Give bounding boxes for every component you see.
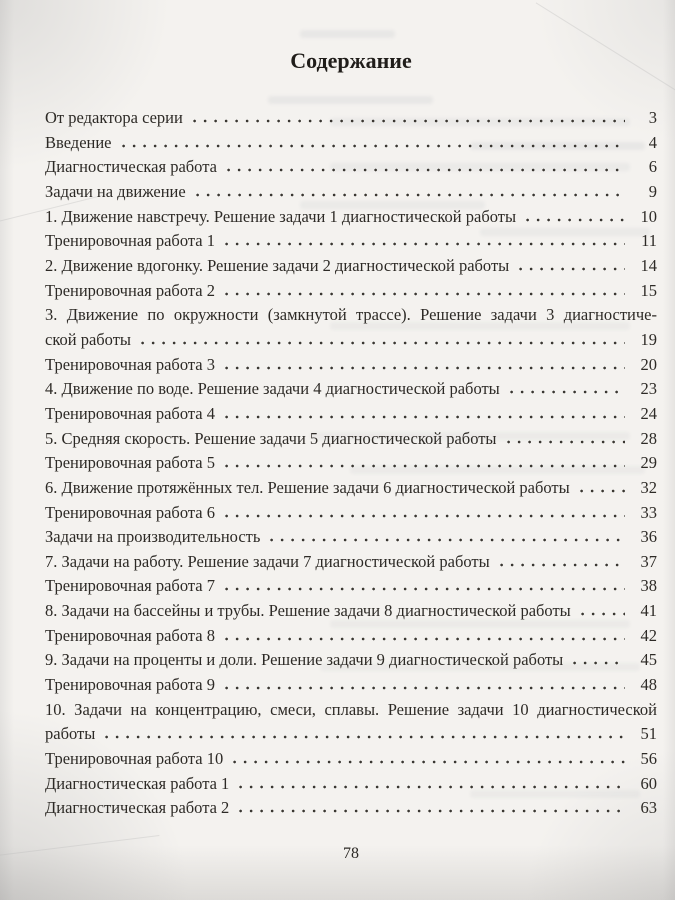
toc-entry-page: 29 (640, 453, 657, 473)
toc-dot-leader (519, 267, 625, 271)
toc-entry (45, 353, 657, 378)
toc-dot-leader (122, 144, 625, 148)
toc-dot-leader (526, 218, 625, 222)
toc-entry-page: 45 (640, 650, 657, 670)
toc-dot-leader (225, 587, 625, 591)
toc-entry-label: Тренировочная работа 8 (45, 625, 215, 645)
toc-entry-label: 9. Задачи на проценты и доли. Решение задачи 9 диагностической работы (45, 650, 564, 670)
toc-entry-label: От редактора серии (45, 108, 183, 127)
toc-dot-leader (225, 242, 625, 246)
toc-entry (45, 550, 657, 575)
toc-entry (45, 205, 657, 230)
toc-entry (45, 648, 657, 673)
toc-entry-label: Тренировочная работа 2 (45, 280, 215, 300)
toc-dot-leader (581, 612, 625, 616)
toc-entry-label: Тренировочная работа 10 (45, 749, 224, 769)
toc-entry-label: 2. Движение вдогонку. Решение задачи 2 диагностической работы (45, 255, 510, 275)
toc-entry-label: Тренировочная работа 6 (45, 502, 215, 522)
toc-entry (45, 229, 657, 254)
toc-entry-page: 63 (640, 798, 657, 818)
toc-entry-label: Введение (45, 132, 112, 152)
toc-entry (45, 624, 657, 649)
toc-entry (45, 155, 657, 180)
toc-entry (45, 377, 657, 402)
toc-entry-label: Тренировочная работа 4 (45, 403, 215, 423)
toc-dot-leader (225, 514, 625, 518)
toc-dot-leader (105, 735, 625, 739)
toc-dot-leader (573, 661, 625, 665)
toc-entry-page: 38 (640, 576, 657, 596)
toc-entry (45, 180, 657, 205)
toc-entry-label: Тренировочная работа 1 (45, 231, 215, 251)
toc-entry-page: 4 (648, 132, 657, 152)
toc-entry (45, 279, 657, 304)
toc-entry (45, 303, 657, 328)
toc-dot-leader (225, 415, 625, 419)
toc-entry (45, 599, 657, 624)
toc-entry (45, 476, 657, 501)
toc-entry (45, 574, 657, 599)
toc-dot-leader (507, 440, 625, 444)
toc-dot-leader (225, 464, 625, 468)
toc-dot-leader (580, 489, 625, 493)
toc-entry (45, 328, 657, 353)
toc-entry-page: 60 (640, 773, 657, 793)
toc-dot-leader (141, 341, 625, 345)
toc-entry (45, 673, 657, 698)
toc-entry-label: 10. Задачи на концентрацию, смеси, сплавы. Решение задачи 10 диагностической (45, 699, 657, 719)
toc-entry (45, 698, 657, 723)
toc-dot-leader (239, 785, 625, 789)
toc-entry (45, 451, 657, 476)
toc-dot-leader (233, 760, 625, 764)
toc-dot-leader (500, 563, 625, 567)
toc-entry-label: Тренировочная работа 3 (45, 354, 215, 374)
toc-entry-page: 6 (648, 157, 657, 177)
toc-entry-page: 15 (640, 280, 657, 300)
toc-list (45, 106, 657, 821)
toc-entry-page: 14 (640, 255, 657, 275)
toc-entry-page: 33 (640, 502, 657, 522)
toc-entry-label: 5. Средняя скорость. Решение задачи 5 диагностической работы (45, 428, 497, 448)
toc-entry-page: 9 (648, 181, 657, 201)
toc-entry-label: Тренировочная работа 7 (45, 576, 215, 596)
toc-dot-leader (239, 809, 625, 813)
toc-entry (45, 772, 657, 797)
toc-entry (45, 402, 657, 427)
toc-entry (45, 501, 657, 526)
toc-entry (45, 254, 657, 279)
toc-entry-page: 36 (640, 527, 657, 547)
toc-entry-page: 3 (648, 108, 657, 127)
toc-entry-label: Тренировочная работа 5 (45, 453, 215, 473)
toc-entry-label: Задачи на производительность (45, 527, 261, 547)
toc-dot-leader (225, 637, 625, 641)
toc-dot-leader (270, 538, 625, 542)
toc-dot-leader (225, 292, 625, 296)
toc-dot-leader (193, 119, 625, 123)
toc-entry-label: Тренировочная работа 9 (45, 675, 215, 695)
toc-entry (45, 722, 657, 747)
toc-entry-label: 7. Задачи на работу. Решение задачи 7 диагностической работы (45, 551, 490, 571)
toc-entry-label: Задачи на движение (45, 181, 186, 201)
toc-dot-leader (225, 366, 625, 370)
toc-entry-page: 51 (640, 724, 657, 744)
toc-entry-page: 37 (640, 551, 657, 571)
toc-entry-page: 20 (640, 354, 657, 374)
toc-entry-page: 42 (640, 625, 657, 645)
toc-entry (45, 131, 657, 156)
toc-entry-page: 23 (640, 379, 657, 399)
toc-entry-label: Диагностическая работа (45, 157, 217, 177)
toc-entry-label: ской работы (45, 329, 132, 349)
toc-entry-label: 1. Движение навстречу. Решение задачи 1 диагностической работы (45, 206, 517, 226)
toc-dot-leader (510, 390, 625, 394)
page-number: 78 (343, 845, 359, 863)
toc-entry-label: 8. Задачи на бассейны и трубы. Решение задачи 8 диагностической работы (45, 601, 571, 621)
toc-dot-leader (225, 686, 625, 690)
toc-entry-page: 10 (640, 206, 657, 226)
toc-entry-label: 6. Движение протяжённых тел. Решение задачи 6 диагностической работы (45, 477, 570, 497)
toc-entry-page: 48 (640, 675, 657, 695)
toc-entry-page: 32 (640, 477, 657, 497)
toc-entry (45, 747, 657, 772)
toc-entry-label: Диагностическая работа 1 (45, 773, 230, 793)
toc-entry-page: 19 (640, 329, 657, 349)
toc-dot-leader (227, 168, 625, 172)
toc-dot-leader (196, 193, 625, 197)
toc-entry-page: 24 (640, 403, 657, 423)
toc-entry (45, 427, 657, 452)
page-title: Содержание (290, 48, 412, 73)
toc-entry-label: работы (45, 724, 96, 744)
toc-entry-page: 28 (640, 428, 657, 448)
toc-entry-label: 4. Движение по воде. Решение задачи 4 диагностической работы (45, 379, 500, 399)
toc-entry-label: Диагностическая работа 2 (45, 798, 230, 818)
toc-entry-page: 11 (641, 231, 657, 251)
toc-entry-label: 3. Движение по окружности (замкнутой трассе). Решение задачи 3 диагностиче- (45, 305, 657, 325)
toc-entry-page: 56 (640, 749, 657, 769)
toc-entry (45, 796, 657, 821)
toc-entry (45, 106, 657, 131)
toc-entry-page: 41 (640, 601, 657, 621)
toc-entry (45, 525, 657, 550)
